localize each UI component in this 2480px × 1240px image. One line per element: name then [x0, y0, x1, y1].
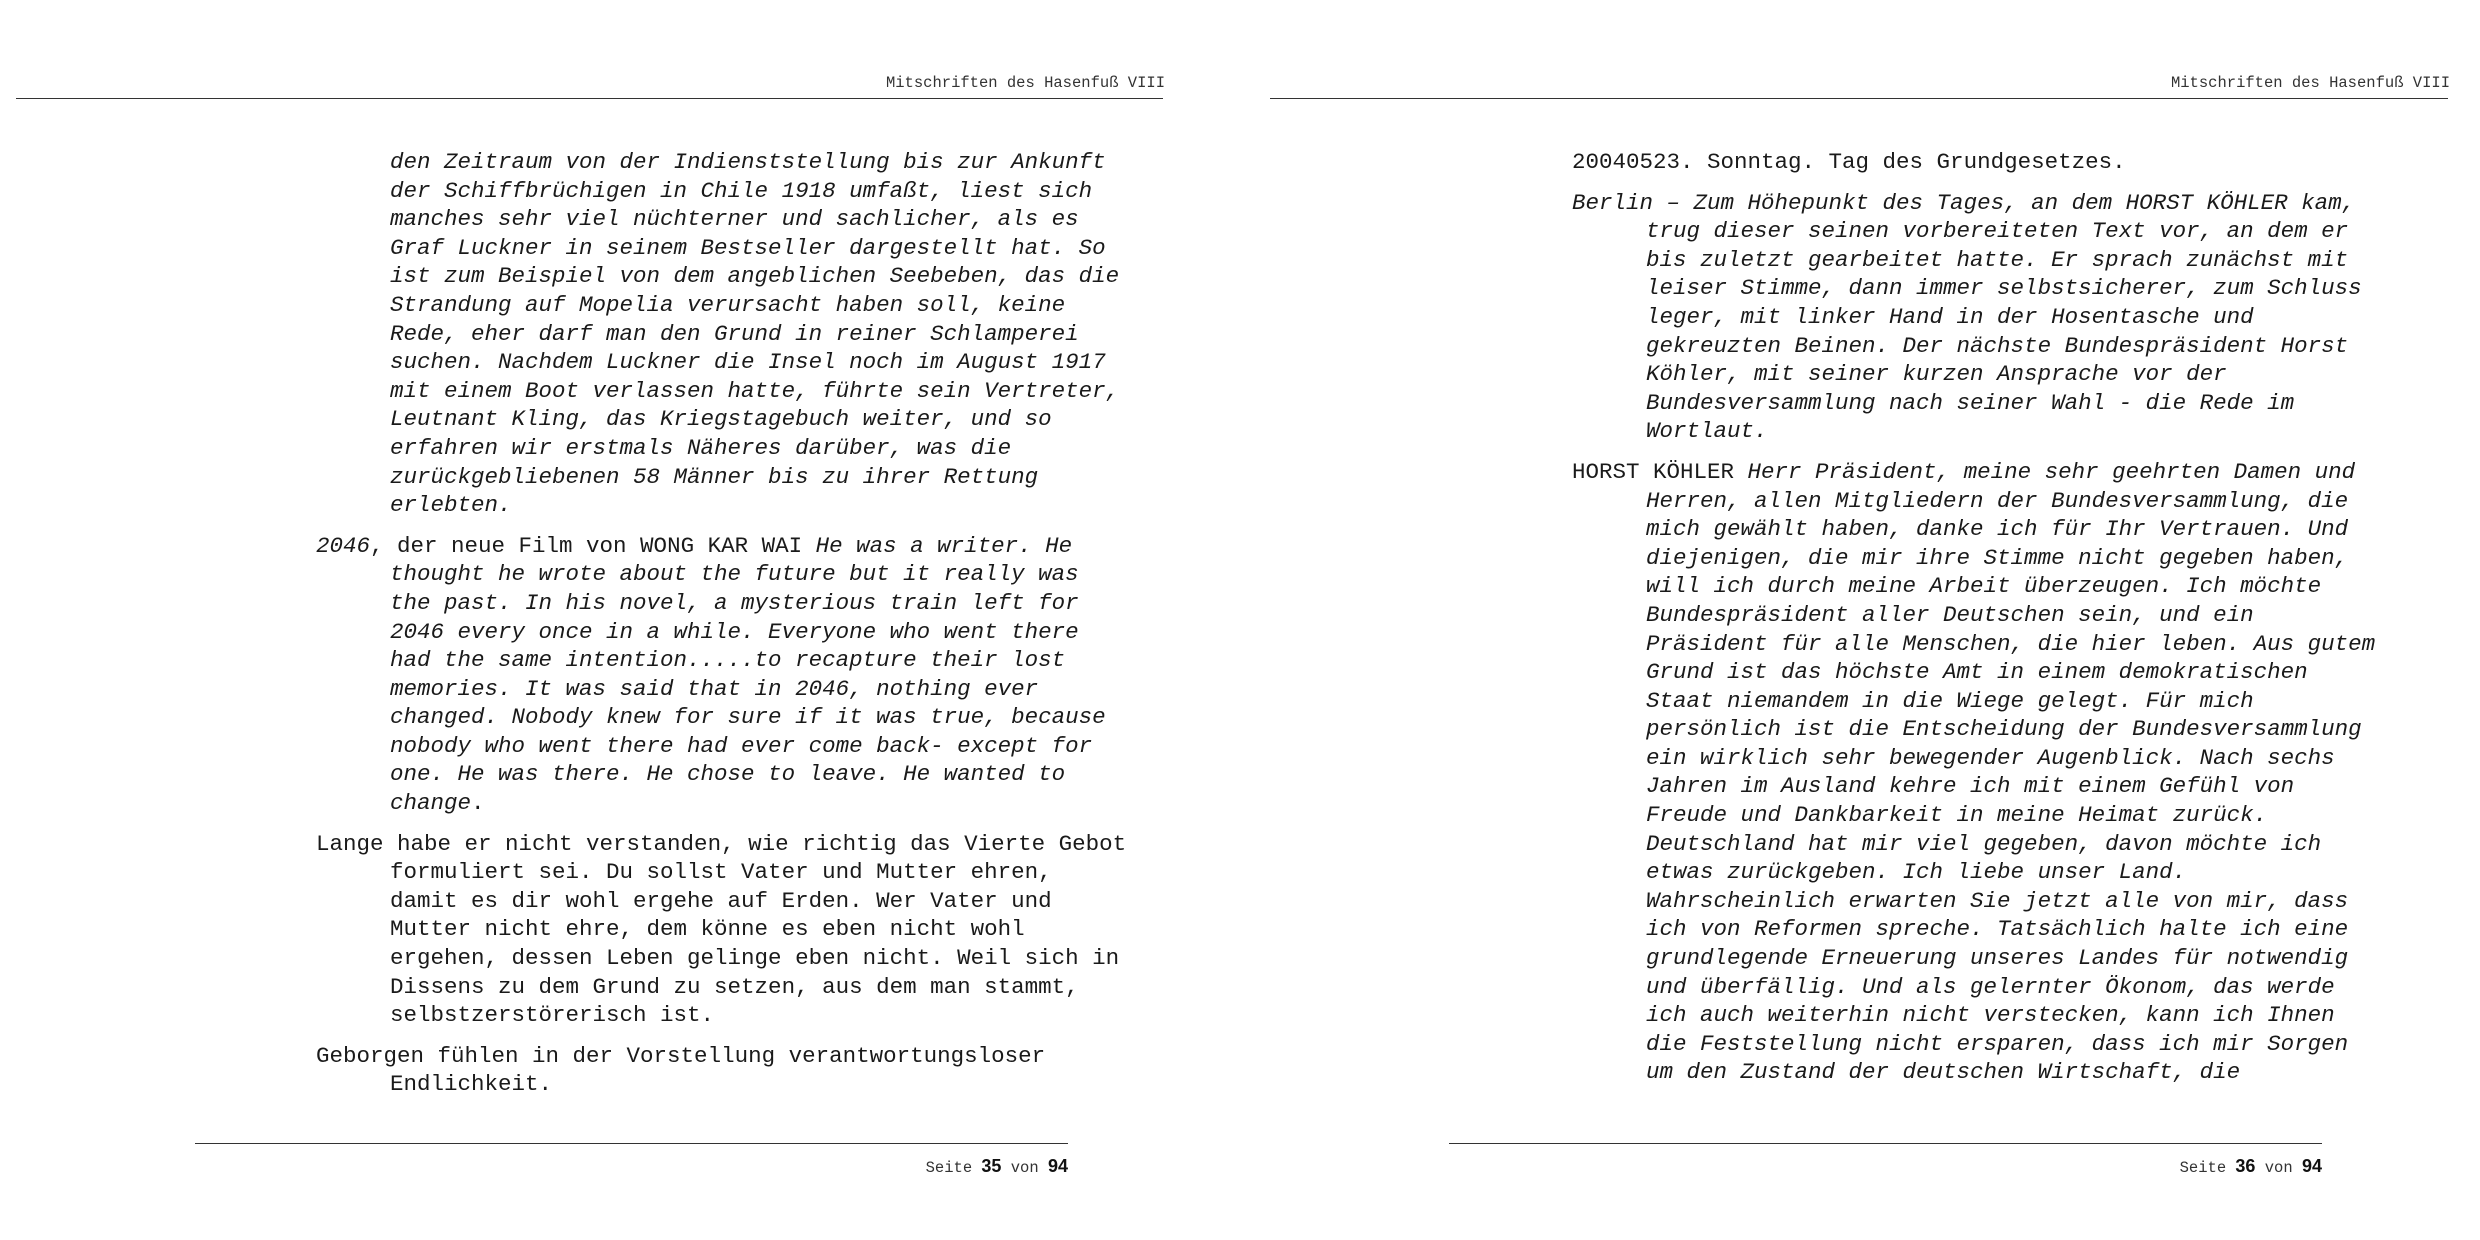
footer-rule	[1449, 1143, 2322, 1144]
film-title: 2046	[316, 532, 371, 559]
speaker-name: HORST KÖHLER	[1572, 458, 1748, 485]
speech-text: Herr Präsident, meine sehr geehrten Damen und Herren, allen Mitgliedern der Bundesversammlung, die mich gewählt haben, danke ich für Ihr Vertrauen. Und diejenigen, die mir ihre Stimme nicht gegeben haben, will ich durch meine Arbeit überzeugen. Ich möchte Bundespräsident aller Deutschen sein, und ein Präsident für alle Menschen, die hier leben. Aus gutem Grund ist das höchste Amt in einem demokratischen Staat niemandem in die Wiege gelegt. Für mich persönlich ist die Entscheidung der Bundesversammlung ein wirklich sehr bewegender Augenblick. Nach sechs Jahren im Ausland kehre ich mit einem Gefühl von Freude und Dankbarkeit in meine Heimat zurück. Deutschland hat mir viel gegeben, davon möchte ich etwas zurückgeben. Ich liebe unser Land. Wahrscheinlich erwarten Sie jetzt alle von mir, dass ich von Reformen spreche. Tatsächlich halte ich eine grundlegende Erneuerung unseres Landes für notwendig und überfällig. Und als gelernter Ökonom, das werde ich auch weiterhin nicht verstecken, kann ich Ihnen die Feststellung nicht ersparen, dass ich mir Sorgen um den Zustand der deutschen Wirtschaft, die	[1646, 458, 2376, 1086]
paragraph-date-entry: 20040523. Sonntag. Tag des Grundgesetzes.	[1572, 149, 2126, 175]
page-footer	[2180, 1156, 2322, 1177]
footer-middle: von	[1001, 1159, 1048, 1177]
running-head: Mitschriften des Hasenfuß VIII	[2170, 74, 2450, 92]
current-page-number: 35	[981, 1156, 1002, 1176]
paragraph-2046-film	[316, 532, 1146, 818]
header-rule	[16, 98, 1163, 99]
film-intro: , der neue Film von WONG KAR WAI	[370, 532, 816, 559]
paragraph-berlin-report: Berlin – Zum Höhepunkt des Tages, an dem HORST KÖHLER kam, trug dieser seinen vorbereiteten Text vor, an dem er bis zuletzt gearbeitet hatte. Er sprach zunächst mit leiser Stimme, dann immer selbstsicherer, zum Schluss leger, mit linker Hand in der Hosentasche und gekreuzten Beinen. Der nächste Bundespräsident Horst Köhler, mit seiner kurzen Ansprache vor der Bundesversammlung nach seiner Wahl - die Rede im Wortlaut.	[1572, 189, 2362, 445]
paragraph-kriegstagebuch: den Zeitraum von der Indienststellung bis zur Ankunft der Schiffbrüchigen in Chile 1918 umfaßt, liest sich manches sehr viel nüchterner und sachlicher, als es Graf Luckner in seinem Bestseller dargestellt hat. So ist zum Beispiel von dem angeblichen Seebeben, das die Strandung auf Mopelia verursacht haben soll, keine Rede, eher darf man den Grund in reiner Schlamperei suchen. Nachdem Luckner die Insel noch im August 1917 mit einem Boot verlassen hatte, führte sein Vertreter, Leutnant Kling, das Kriegstagebuch weiter, und so erfahren wir erstmals Näheres darüber, was die zurückgebliebenen 58 Männer bis zu ihrer Rettung erlebten.	[390, 149, 1120, 519]
film-quote: He was a writer. He thought he wrote about the future but it really was the past. In his novel, a mysterious train left for 2046 every once in a while. Everyone who went there had the same intention.....to recapture their lost memories. It was said that in 2046, nothing ever changed. Nobody knew for sure if it was true, because nobody who went there had ever come back- except for one. He was there. He chose to leave. He wanted to change	[390, 532, 1106, 817]
page-body	[1572, 148, 2402, 1087]
paragraph-koehler-speech	[1572, 458, 2402, 1087]
footer-prefix: Seite	[2179, 1159, 2236, 1177]
header-rule	[1270, 98, 2448, 99]
running-head: Mitschriften des Hasenfuß VIII	[885, 74, 1165, 92]
footer-rule	[195, 1143, 1068, 1144]
current-page-number: 36	[2235, 1156, 2256, 1176]
film-quote-end: .	[471, 790, 485, 817]
page-body	[316, 148, 1146, 1099]
footer-prefix: Seite	[925, 1159, 982, 1177]
right-page	[1240, 0, 2480, 1240]
paragraph-geborgen: Geborgen fühlen in der Vorstellung verantwortungsloser Endlichkeit.	[316, 1042, 1046, 1098]
paragraph-vierte-gebot: Lange habe er nicht verstanden, wie richtig das Vierte Gebot formuliert sei. Du sollst Vater und Mutter ehren, damit es dir wohl ergehe auf Erden. Wer Vater und Mutter nicht ehre, dem könne es eben nicht wohl ergehen, dessen Leben gelinge eben nicht. Weil sich in Dissens zu dem Grund zu setzen, aus dem man stammt, selbstzerstörerisch ist.	[316, 830, 1127, 1029]
page-footer	[926, 1156, 1068, 1177]
total-page-number: 94	[1047, 1156, 1068, 1176]
total-page-number: 94	[2301, 1156, 2322, 1176]
footer-middle: von	[2255, 1159, 2302, 1177]
